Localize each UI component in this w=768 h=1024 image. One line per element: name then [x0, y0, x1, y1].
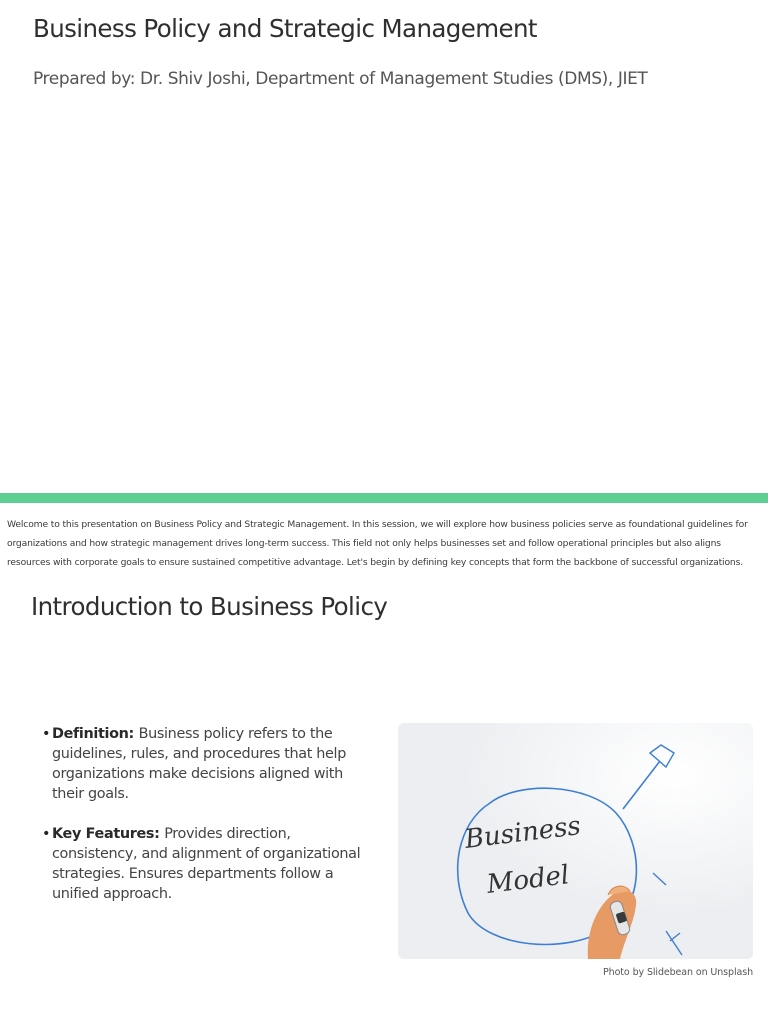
bullet-dot-icon: •	[42, 826, 51, 842]
bullet-dot-icon: •	[42, 726, 51, 742]
whiteboard-word-1: Business	[463, 810, 583, 855]
slide-subtitle: Prepared by: Dr. Shiv Joshi, Department of Management Studies (DMS), JIET	[33, 69, 648, 89]
whiteboard-illustration	[398, 723, 753, 959]
whiteboard-word-2: Model	[485, 860, 571, 900]
bullet-list	[42, 724, 377, 924]
photo-credit: Photo by Slidebean on Unsplash	[603, 967, 753, 978]
bullet-item-key-features	[42, 824, 377, 904]
bullet-label: Key Features:	[52, 826, 165, 842]
whiteboard-photo	[398, 723, 753, 959]
section-title: Introduction to Business Policy	[31, 592, 388, 621]
speaker-notes: Welcome to this presentation on Business Policy and Strategic Management. In this session, we will explore how business policies serve as foundational guidelines for organizations and how strategic management drives long-term success. This field not only helps businesses set and follow operational principles but also aligns resources with corporate goals to ensure sustained competitive advantage. Let's begin by defining key concepts that form the backbone of successful organizations.	[7, 519, 748, 568]
slide-title: Business Policy and Strategic Management	[33, 14, 537, 43]
bullet-text: Provides direction, consistency, and alignment of organizational strategies. Ensures departments follow a unified approach.	[52, 826, 361, 902]
bullet-label: Definition:	[52, 726, 139, 742]
slide-divider	[0, 493, 768, 503]
bullet-item-definition	[42, 724, 377, 804]
bullet-text: Business policy refers to the guidelines, rules, and procedures that help organizations make decisions aligned with their goals.	[52, 726, 346, 802]
